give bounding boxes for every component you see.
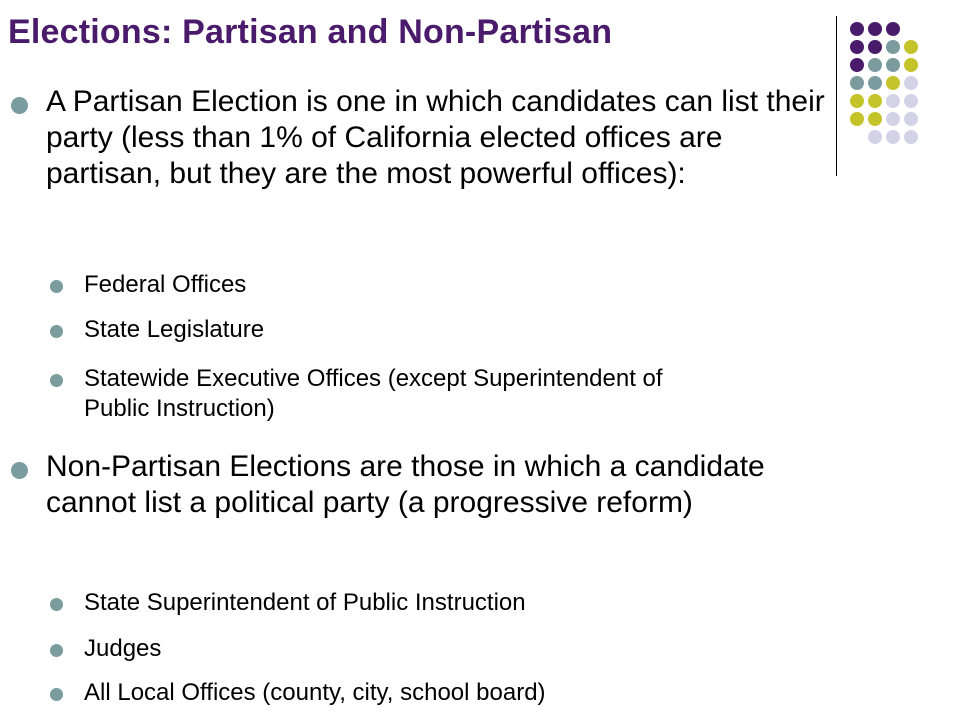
decorative-dot (868, 130, 882, 144)
decorative-dot (868, 40, 882, 54)
decorative-dot (868, 76, 882, 90)
decorative-dot (850, 22, 864, 36)
bullet-dot (11, 97, 28, 114)
decorative-dot (850, 40, 864, 54)
decorative-dot (886, 130, 900, 144)
sub-bullet-text: State Superintendent of Public Instruction (84, 589, 526, 616)
decorative-dot-grid (840, 14, 960, 164)
bullet-text: A Partisan Election is one in which candidates can list their party (less than 1% of California elected offices are partisan, but they are the most powerful offices): (46, 85, 825, 190)
decorative-dot (868, 94, 882, 108)
sub-bullet-dot (50, 598, 63, 611)
decorative-dot (850, 76, 864, 90)
decorative-dot (886, 112, 900, 126)
sub-bullet-dot (50, 280, 63, 293)
sub-bullet-text: Statewide Executive Offices (except Superintendent of Public Instruction) (84, 365, 663, 422)
decorative-dot (886, 94, 900, 108)
decorative-dot (868, 58, 882, 72)
sub-bullet-text: All Local Offices (county, city, school board) (84, 679, 546, 706)
decorative-dot (868, 22, 882, 36)
decorative-dot (904, 76, 918, 90)
decorative-dot (886, 40, 900, 54)
sub-bullet-text: Judges (84, 635, 162, 662)
decorative-dot (904, 94, 918, 108)
decorative-dot (850, 58, 864, 72)
sub-bullet-dot (50, 374, 63, 387)
decorative-dot (904, 112, 918, 126)
sub-bullet-text: Federal Offices (84, 271, 247, 298)
decorative-dot (886, 22, 900, 36)
sub-bullet-dot (50, 644, 63, 657)
slide-title: Elections: Partisan and Non-Partisan (8, 13, 613, 51)
sub-bullet-dot (50, 688, 63, 701)
decorative-dot (886, 76, 900, 90)
sub-bullet-dot (50, 325, 63, 338)
bullet-dot (11, 462, 28, 479)
decorative-dot (868, 112, 882, 126)
sub-bullet-text: State Legislature (84, 316, 265, 343)
decorative-dot (904, 130, 918, 144)
decorative-dot (886, 58, 900, 72)
decorative-dot (850, 112, 864, 126)
divider-line (836, 16, 837, 176)
bullet-text: Non-Partisan Elections are those in which a candidate cannot list a political party (a progressive reform) (46, 450, 765, 519)
decorative-dot (904, 40, 918, 54)
decorative-dot (904, 58, 918, 72)
decorative-dot (850, 94, 864, 108)
